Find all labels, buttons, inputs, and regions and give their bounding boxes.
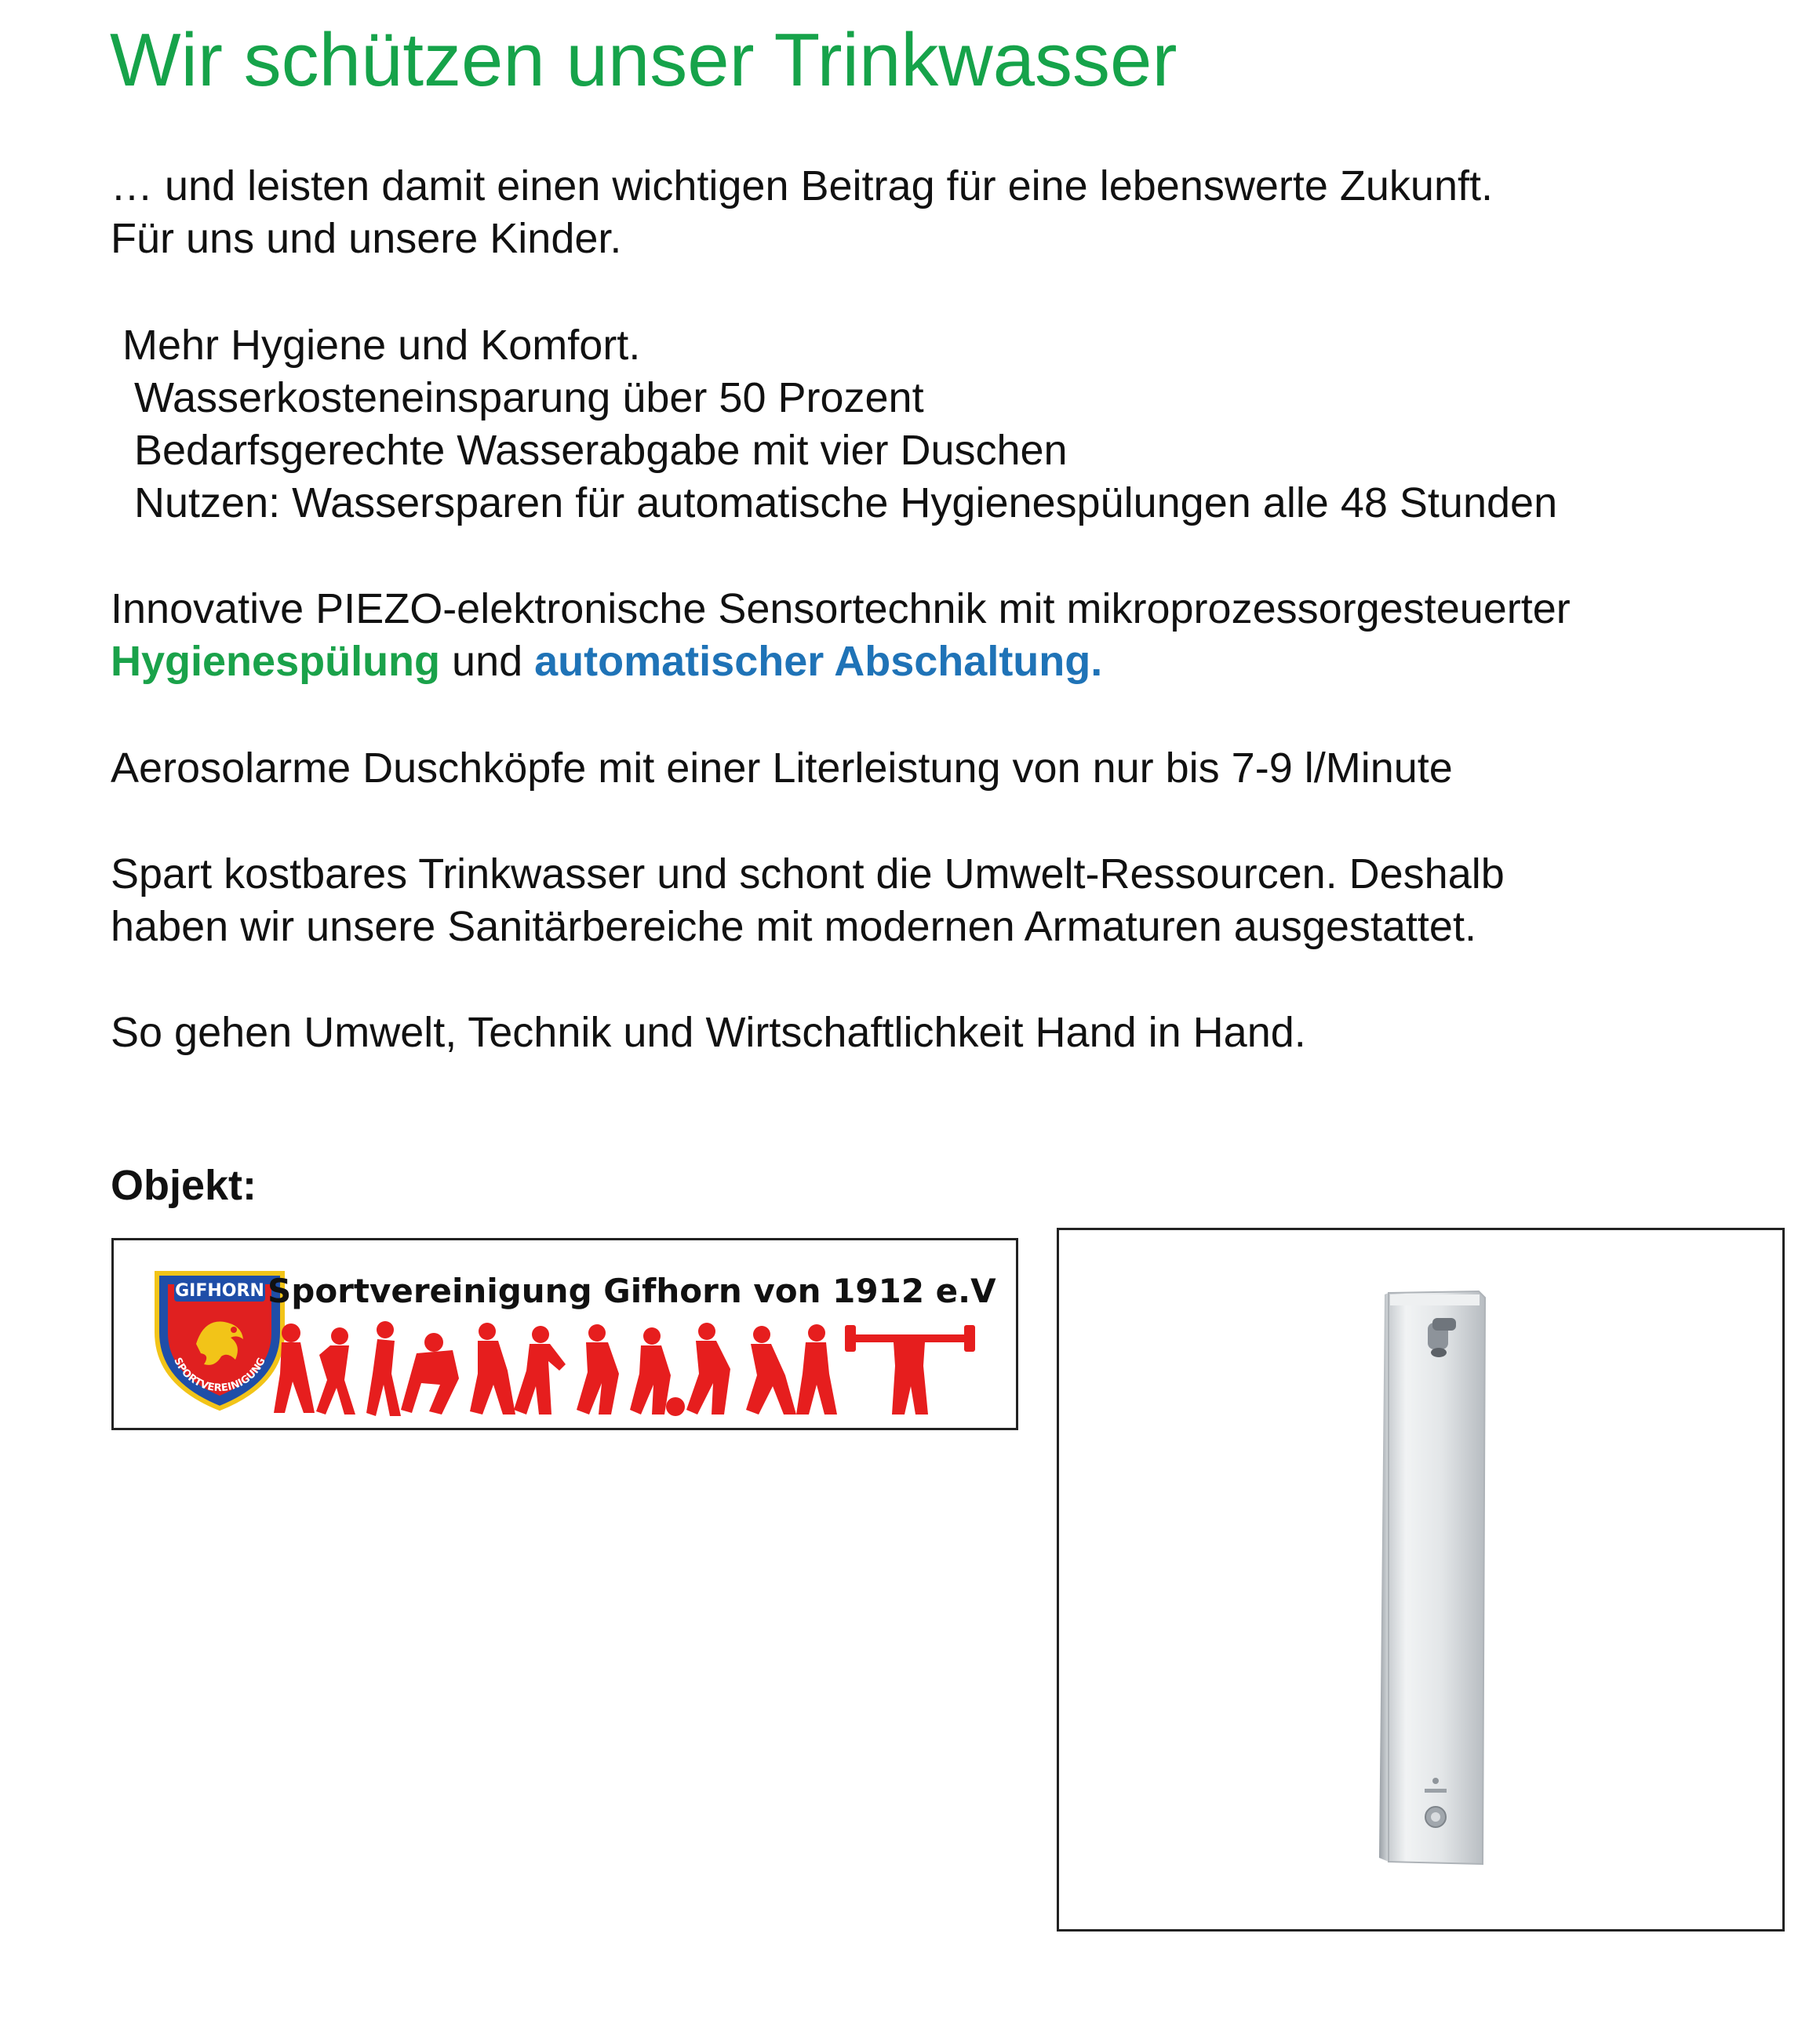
- feature-item: Wasserkosteneinsparung über 50 Prozent: [111, 374, 924, 421]
- crest-top-text: GIFHORN: [175, 1281, 264, 1301]
- intro-line-1: … und leisten damit einen wichtigen Beitrag für eine lebenswerte Zukunft.: [111, 162, 1493, 209]
- highlight-hygienespuelung: Hygienespülung: [111, 638, 441, 685]
- page-title: Wir schützen unser Trinkwasser: [110, 18, 1178, 102]
- feature-item: Nutzen: Wassersparen für automatische Hygienespülungen alle 48 Stunden: [111, 479, 1558, 526]
- shower-panel-image: [1059, 1230, 1782, 1929]
- sport-silhouettes-icon: [268, 1319, 989, 1421]
- crest-bottom-text: SPORTVEREINIGUNG: [171, 1356, 268, 1395]
- feature-item: Bedarfsgerechte Wasserabgabe mit vier Duschen: [111, 427, 1068, 474]
- intro-line-2: Für uns und unsere Kinder.: [111, 215, 622, 262]
- product-photo: [1057, 1228, 1785, 1932]
- club-logo: [111, 1238, 1018, 1430]
- saving-line-1: Spart kostbares Trinkwasser und schont die Umwelt-Ressourcen. Deshalb: [111, 850, 1505, 897]
- tech-line-2: [111, 635, 1102, 688]
- feature-item: Mehr Hygiene und Komfort.: [111, 322, 641, 369]
- aerosol-text: Aerosolarme Duschköpfe mit einer Literleistung von nur bis 7-9 l/Minute: [111, 745, 1453, 792]
- object-label: Objekt:: [111, 1162, 257, 1209]
- saving-line-2: haben wir unsere Sanitärbereiche mit modernen Armaturen ausgestattet.: [111, 903, 1476, 950]
- highlight-abschaltung: automatischer Abschaltung.: [534, 638, 1103, 685]
- tech-line-1: Innovative PIEZO-elektronische Sensortechnik mit mikroprozessorgesteuerter: [111, 585, 1571, 632]
- closing-text: So gehen Umwelt, Technik und Wirtschaftlichkeit Hand in Hand.: [111, 1009, 1306, 1056]
- club-name: Sportvereinigung Gifhorn von 1912 e.V: [268, 1272, 996, 1310]
- connector-text: und: [440, 638, 535, 685]
